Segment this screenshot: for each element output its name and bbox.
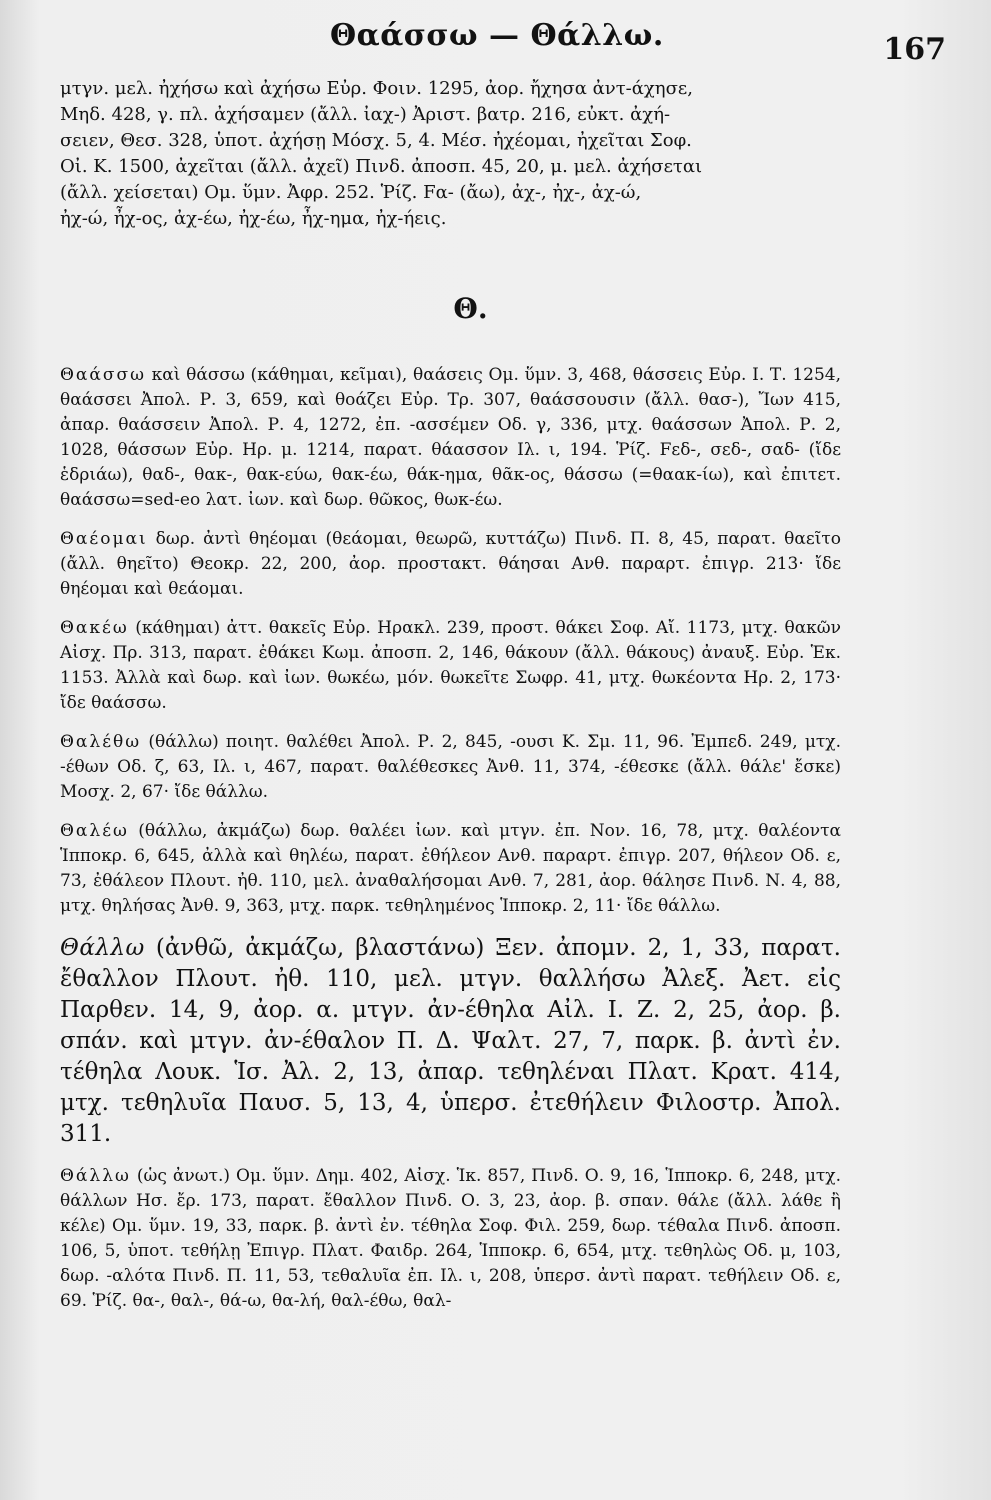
entry-text: (ὡς ἀνωτ.) Ομ. ὕμν. Δημ. 402, Αἰσχ. Ἱκ. 857, Πινδ. Ο. 9, 16, Ἱπποκρ. 6, 248, μτχ. θάλλων Ησ. ἔρ. 173, παρατ. ἔθαλλον Πινδ. Ο. 3, 23, ἀορ. β. σπαν. θάλε (ἄλλ. λάθε ἢ κέλε) Ομ. ὕμν. 19, 33, παρκ. β. ἀντὶ ἐν. τέθηλα Σοφ. Φιλ. 259, δωρ. τέθαλα Πινδ. ἀποσπ. 106, 5, ὑποτ. τεθήλῃ Ἐπιγρ. Πλατ. Φαιδρ. 264, Ἱπποκρ. 6, 654, μτχ. τεθηλὼς Οδ. μ, 103, δωρ. -αλότα Πινδ. Π. 11, 53, τεθαλυῖα ἐπ. Ιλ. ι, 208, ὑπερσ. ἀντὶ παρατ. τεθήλειν Οδ. ε, 69. Ῥίζ. θα-, θαλ-, θά-ω, θα-λή, θαλ-έθω, θαλ- bbox=[60, 1166, 842, 1311]
dictionary-entry bbox=[60, 730, 841, 805]
continuation-line: σειεν, Θεσ. 328, ὑποτ. ἀχήσῃ Μόσχ. 5, 4. Μέσ. ἠχέομαι, ἠχεῖται Σοφ. bbox=[60, 130, 692, 151]
entry-text: (ἀνθῶ, ἀκμάζω, βλαστάνω) Ξεν. ἀπομν. 2, 1, 33, παρατ. ἔθαλλον Πλουτ. ἠθ. 110, μελ. μτγν. θαλλήσω Ἀλεξ. Ἀετ. εἰς Παρθεν. 14, 9, ἀορ. α. μτγν. ἀν-έθηλα Αἰλ. Ι. Ζ. 2, 25, ἀορ. β. σπάν. καὶ μτγν. ἀν-έθαλον Π. Δ. Ψαλτ. 27, 7, παρκ. β. ἀντὶ ἐν. τέθηλα Λουκ. Ἱσ. Ἀλ. 2, 13, ἀπαρ. τεθηλέναι Πλατ. Κρατ. 414, μτχ. τεθηλυῖα Παυσ. 5, 13, 4, ὑπερσ. ἐτεθήλειν Φιλοστρ. Ἀπολ. 311. bbox=[60, 935, 841, 1147]
continuation-line: ἠχ-ώ, ἦχ-ος, ἀχ-έω, ἠχ-έω, ἦχ-ημα, ἠχ-ήεις. bbox=[60, 208, 447, 229]
entries-large bbox=[60, 933, 841, 1150]
dictionary-entry bbox=[60, 1164, 841, 1314]
continuation-line: μτγν. μελ. ἠχήσω καὶ ἀχήσω Εὐρ. Φοιν. 1295, ἀορ. ἤχησα ἀντ-άχησε, bbox=[60, 78, 693, 99]
continuation-line: (ἄλλ. χείσεται) Ομ. ὕμν. Ἀφρ. 252. Ῥίζ. Fα- (ἄω), ἀχ-, ἠχ-, ἀχ-ώ, bbox=[60, 182, 642, 203]
entry-lemma: Θαλέθω bbox=[60, 732, 142, 752]
running-head: Θαάσσω — Θάλλω. bbox=[330, 18, 664, 53]
dictionary-entry bbox=[60, 527, 841, 602]
entry-text: δωρ. ἀντὶ θηέομαι (θεάομαι, θεωρῶ, κυττάζω) Πινδ. Π. 8, 45, παρατ. θαεῖτο (ἄλλ. θηεῖτο) Θεοκρ. 22, 200, ἀορ. προστακτ. θάησαι Ανθ. παραρτ. ἐπιγρ. 213· ἴδε θηέομαι καὶ θεάομαι. bbox=[60, 529, 841, 599]
continuation-entry bbox=[60, 76, 841, 232]
entry-lemma: Θαάσσω bbox=[60, 365, 146, 385]
dictionary-entry bbox=[60, 933, 841, 1150]
page-header bbox=[60, 18, 946, 67]
continuation-line: Μηδ. 428, γ. πλ. ἀχήσαμεν (ἄλλ. ἰαχ-) Ἀριστ. βατρ. 216, εὐκτ. ἀχή- bbox=[60, 104, 671, 125]
entry-lemma: Θακέω bbox=[60, 618, 129, 638]
page-number: 167 bbox=[883, 32, 946, 67]
section-letter-heading: Θ. bbox=[453, 292, 488, 325]
entries bbox=[60, 363, 841, 919]
entry-lemma: Θαλέω bbox=[60, 821, 129, 841]
dictionary-entry bbox=[60, 363, 841, 513]
dictionary-entry bbox=[60, 616, 841, 716]
entry-text: (θάλλω, ἀκμάζω) δωρ. θαλέει ἰων. καὶ μτγν. ἐπ. Νον. 16, 78, μτχ. θαλέοντα Ἱπποκρ. 6, 645, ἀλλὰ καὶ θηλέω, παρατ. ἐθήλεον Ανθ. παραρτ. ἐπιγρ. 207, θήλεον Οδ. ε, 73, ἐθάλεον Πλουτ. ἠθ. 110, μελ. ἀναθαλήσομαι Ανθ. 7, 281, ἀορ. θάλησε Πινδ. Ν. 4, 88, μτχ. θηλήσας Ἀνθ. 9, 363, μτχ. παρκ. τεθηλημένος Ἱπποκρ. 2, 11· ἴδε θάλλω. bbox=[60, 821, 841, 916]
entry-lemma: Θάλλω bbox=[60, 935, 145, 961]
entry-lemma: Θαέομαι bbox=[60, 529, 148, 549]
dictionary-entry bbox=[60, 819, 841, 919]
continuation-line: Οἰ. Κ. 1500, ἀχεῖται (ἄλλ. ἀχεῖ) Πινδ. ἀποσπ. 45, 20, μ. μελ. ἀχήσεται bbox=[60, 156, 703, 177]
entries-final bbox=[60, 1164, 841, 1314]
entry-text: (κάθημαι) ἀττ. θακεῖς Εὐρ. Ηρακλ. 239, προστ. θάκει Σοφ. Αἴ. 1173, μτχ. θακῶν Αἰσχ. Πρ. 313, παρατ. ἐθάκει Κωμ. ἀποσπ. 2, 146, θάκουν (ἄλλ. θάκους) ἀναυξ. Εὐρ. Ἑκ. 1153. Ἀλλὰ καὶ δωρ. καὶ ἰων. θωκέω, μόν. θωκεῖτε Σωφρ. 41, μτχ. θωκέοντα Ηρ. 2, 173· ἴδε θαάσσω. bbox=[60, 618, 841, 713]
entry-text: καὶ θάσσω (κάθημαι, κεῖμαι), θαάσεις Ομ. ὕμν. 3, 468, θάσσεις Εὐρ. Ι. Τ. 1254, θαάσσει Ἀπολ. Ρ. 3, 659, καὶ θοάζει Εὐρ. Τρ. 307, θαάσσουσιν (ἄλλ. θασ-), Ἴων 415, ἀπαρ. θαάσσειν Ἀπολ. Ρ. 4, 1272, ἐπ. -ασσέμεν Οδ. γ, 336, μτχ. θαάσσων Ἀπολ. Ρ. 2, 1028, θάσσων Εὐρ. Ηρ. μ. 1214, παρατ. θάασσον Ιλ. ι, 194. Ῥίζ. Fεδ-, σεδ-, σαδ- (ἴδε ἑδριάω), θαδ-, θακ-, θακ-εύω, θακ-έω, θάκ-ημα, θᾶκ-ος, θάσσω (=θαακ-ίω), καὶ ἐπιτετ. θαάσσω=sed-eo λατ. ἰων. καὶ δωρ. θῶκος, θωκ-έω. bbox=[60, 365, 842, 510]
entry-lemma: Θάλλω bbox=[60, 1166, 131, 1186]
entry-text: (θάλλω) ποιητ. θαλέθει Ἀπολ. Ρ. 2, 845, -ουσι Κ. Σμ. 11, 96. Ἐμπεδ. 249, μτχ. -έθων Οδ. ζ, 63, Ιλ. ι, 467, παρατ. θαλέθεσκες Ἀνθ. 11, 374, -έθεσκε (ἄλλ. θάλε' ἔσκε) Μοσχ. 2, 67· ἴδε θάλλω. bbox=[60, 732, 841, 802]
